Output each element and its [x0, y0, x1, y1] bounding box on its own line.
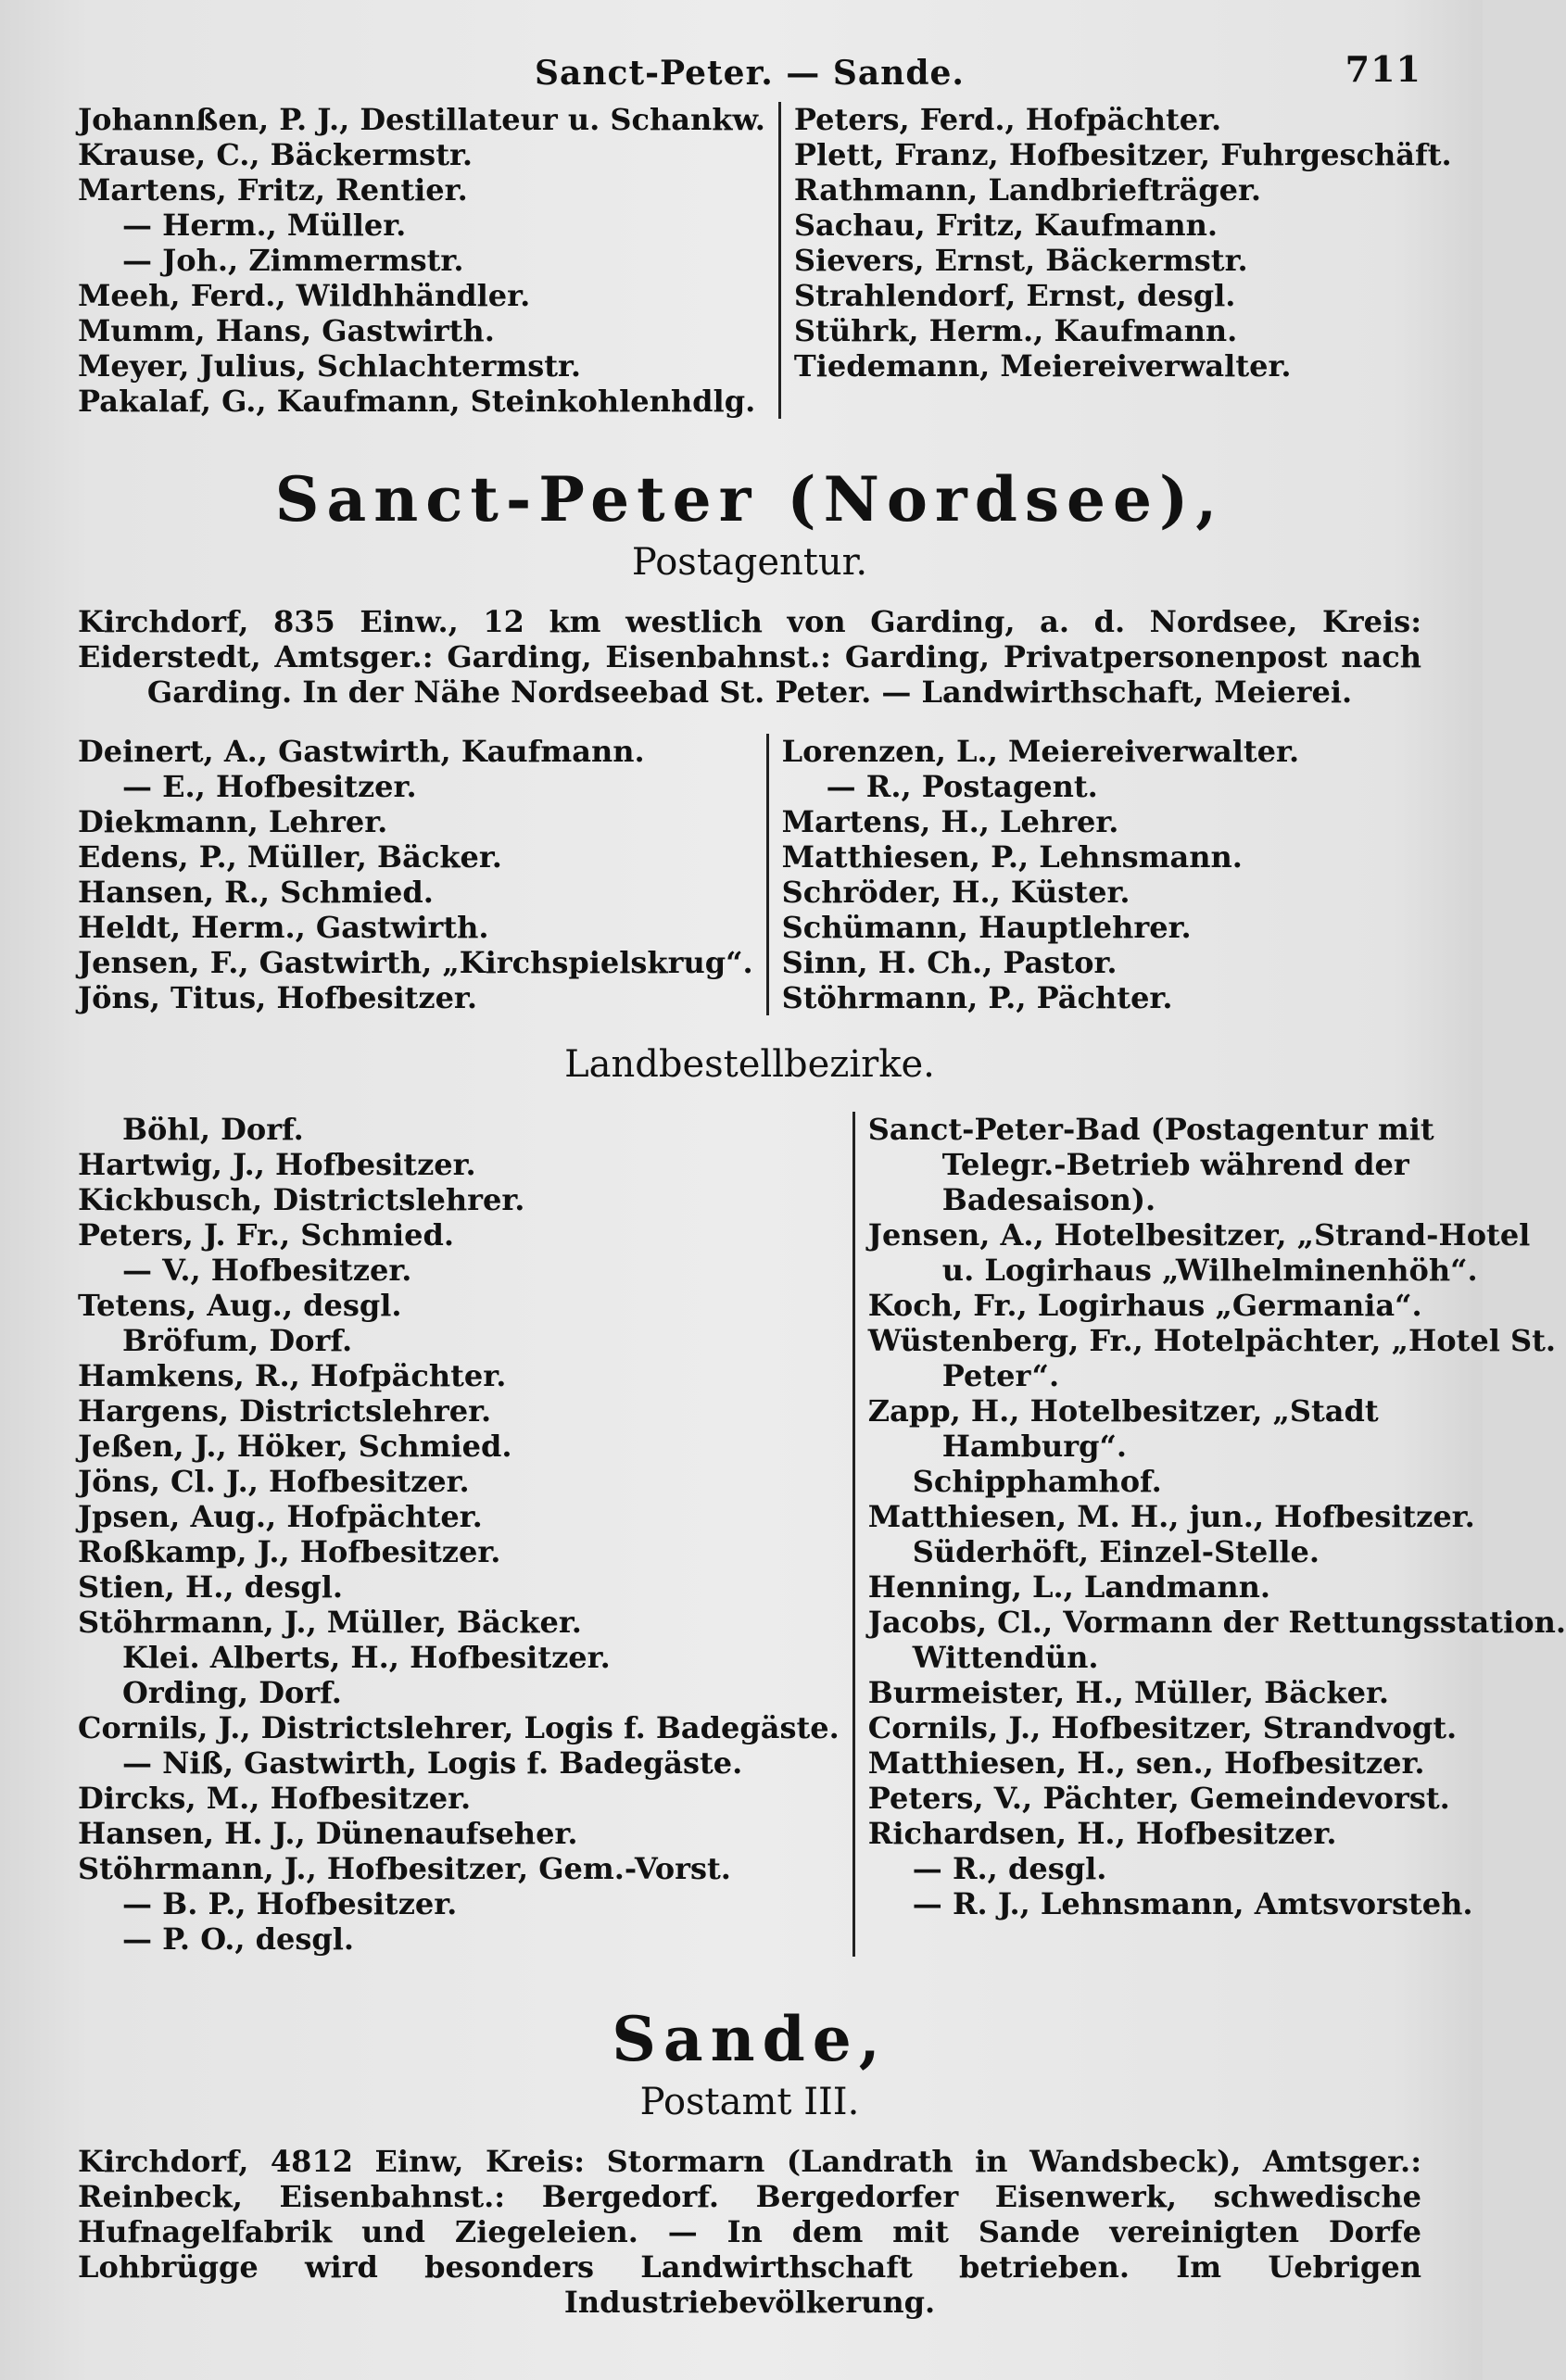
directory-entry: Jöns, Cl. J., Hofbesitzer. — [78, 1464, 470, 1499]
locality-heading: Bröfum, Dorf. — [122, 1323, 353, 1358]
directory-entry: Edens, P., Müller, Bäcker. — [78, 839, 502, 875]
locality-heading: Wittendün. — [912, 1640, 1099, 1675]
locality-heading: Süderhöft, Einzel-Stelle. — [912, 1534, 1320, 1569]
directory-entry: Zapp, H., Hotelbesitzer, „Stadt Hamburg“. — [867, 1393, 1379, 1464]
section-title-sande: Sande, — [612, 2003, 888, 2075]
directory-entry: Cornils, J., Districtslehrer, Logis f. Badegäste. — [78, 1710, 840, 1745]
directory-entry: — Herm., Müller. — [122, 208, 407, 243]
directory-entry: Schümann, Hauptlehrer. — [781, 910, 1192, 945]
directory-entry: Richardsen, H., Hofbesitzer. — [867, 1816, 1337, 1851]
directory-entry: Martens, H., Lehrer. — [781, 804, 1119, 839]
directory-entry: Sievers, Ernst, Bäckermstr. — [793, 243, 1248, 278]
locality-heading: Schipphamhof. — [912, 1464, 1162, 1499]
page-header — [78, 46, 1421, 102]
directory-entry: Wüstenberg, Fr., Hotelpächter, „Hotel St. Peter“. — [867, 1323, 1557, 1393]
directory-entry: — R. J., Lehnsmann, Amtsvorsteh. — [912, 1886, 1473, 1921]
sanct-peter-right-column — [766, 734, 1421, 1015]
locality-heading: Böhl, Dorf. — [122, 1112, 304, 1147]
directory-entry: Matthiesen, P., Lehnsmann. — [781, 839, 1243, 875]
top-directory — [78, 102, 1452, 419]
directory-entry: Jacobs, Cl., Vormann der Rettungsstation. — [867, 1605, 1566, 1640]
directory-entry: Jensen, F., Gastwirth, „Kirchspielskrug“. — [78, 945, 753, 980]
directory-entry: — P. O., desgl. — [122, 1921, 355, 1957]
directory-entry: Johannßen, P. J., Destillateur u. Schankw. — [78, 102, 765, 137]
directory-entry: — Niß, Gastwirth, Logis f. Badegäste. — [122, 1745, 743, 1781]
directory-entry: Krause, C., Bäckermstr. — [78, 137, 474, 172]
directory-entry: Tetens, Aug., desgl. — [78, 1288, 402, 1323]
sanct-peter-directory — [78, 734, 1421, 1015]
landbestell-directory — [78, 1112, 1566, 1957]
locality-heading: Klei. Alberts, H., Hofbesitzer. — [122, 1640, 611, 1675]
directory-entry: Deinert, A., Gastwirth, Kaufmann. — [78, 734, 645, 769]
description-sanct-peter: Kirchdorf, 835 Einw., 12 km westlich von Garding, a. d. Nordsee, Kreis: Eiderstedt, Amtsger.: Garding, Eisenbahnst.: Garding, Privatpersonenpost nach Garding. In der Nähe Nordseebad St. Peter. — Landwirthschaft, Meierei. — [78, 604, 1421, 710]
directory-entry: Cornils, J., Hofbesitzer, Strandvogt. — [867, 1710, 1458, 1745]
directory-entry: Hansen, H. J., Dünenaufseher. — [78, 1816, 578, 1851]
directory-entry: Stührk, Herm., Kaufmann. — [793, 313, 1238, 348]
directory-entry: Peters, V., Pächter, Gemeindevorst. — [867, 1781, 1450, 1816]
running-title: Sanct-Peter. — Sande. — [535, 54, 965, 93]
directory-entry: Kickbusch, Districtslehrer. — [78, 1182, 525, 1217]
directory-entry: Roßkamp, J., Hofbesitzer. — [78, 1534, 501, 1569]
locality-heading: Ording, Dorf. — [122, 1675, 342, 1710]
directory-entry: Sachau, Fritz, Kaufmann. — [793, 208, 1219, 243]
description-sande: Kirchdorf, 4812 Einw, Kreis: Stormarn (Landrath in Wandsbeck), Amtsger.: Reinbeck, Eisenbahnst.: Bergedorf. Bergedorfer Eisenwerk, schwedische Hufnagelfabrik und Ziegeleien. — In dem mit Sande vereinigten Dorfe Lohbrügge wird besonders Landwirthschaft betrieben. Im Uebrigen Industriebevölkerung. — [78, 2144, 1421, 2320]
directory-entry: Matthiesen, H., sen., Hofbesitzer. — [867, 1745, 1425, 1781]
directory-entry: — V., Hofbesitzer. — [122, 1253, 412, 1288]
directory-entry: Sanct-Peter-Bad (Postagentur mit Telegr.-Betrieb während der Badesaison). — [867, 1112, 1434, 1217]
directory-entry: Stöhrmann, P., Pächter. — [781, 980, 1173, 1015]
directory-entry: Stöhrmann, J., Hofbesitzer, Gem.-Vorst. — [78, 1851, 731, 1886]
directory-entry: Hartwig, J., Hofbesitzer. — [78, 1147, 476, 1182]
directory-entry: Jpsen, Aug., Hofpächter. — [78, 1499, 483, 1534]
directory-entry: Hansen, R., Schmied. — [78, 875, 434, 910]
directory-entry: Schröder, H., Küster. — [781, 875, 1130, 910]
directory-entry: Hargens, Districtslehrer. — [78, 1393, 492, 1429]
top-right-column — [778, 102, 1452, 419]
directory-entry: Matthiesen, M. H., jun., Hofbesitzer. — [867, 1499, 1475, 1534]
top-left-column — [78, 102, 778, 419]
sanct-peter-left-column — [78, 734, 766, 1015]
section-subtitle-sanct-peter: Postagentur. — [631, 541, 868, 584]
directory-entry: Henning, L., Landmann. — [867, 1569, 1271, 1605]
directory-entry: — Joh., Zimmermstr. — [122, 243, 464, 278]
directory-entry: — B. P., Hofbesitzer. — [122, 1886, 458, 1921]
directory-entry: Lorenzen, L., Meiereiverwalter. — [781, 734, 1300, 769]
directory-entry: Strahlendorf, Ernst, desgl. — [793, 278, 1236, 313]
section-subtitle-sande: Postamt III. — [639, 2081, 860, 2123]
directory-entry: Rathmann, Landbriefträger. — [793, 172, 1261, 208]
directory-entry: — R., Postagent. — [826, 769, 1098, 804]
directory-entry: — R., desgl. — [912, 1851, 1107, 1886]
directory-entry: Burmeister, H., Müller, Bäcker. — [867, 1675, 1389, 1710]
directory-entry: Dircks, M., Hofbesitzer. — [78, 1781, 472, 1816]
directory-entry: Peters, J. Fr., Schmied. — [78, 1217, 455, 1253]
landbestell-right-column — [852, 1112, 1566, 1957]
directory-entry: Jöns, Titus, Hofbesitzer. — [78, 980, 477, 1015]
directory-entry: Mumm, Hans, Gastwirth. — [78, 313, 495, 348]
directory-entry: Heldt, Herm., Gastwirth. — [78, 910, 489, 945]
section-title-sanct-peter: Sanct-Peter (Nordsee), — [274, 463, 1225, 535]
directory-entry: Hamkens, R., Hofpächter. — [78, 1358, 507, 1393]
directory-entry: Meeh, Ferd., Wildhhändler. — [78, 278, 531, 313]
directory-entry: Diekmann, Lehrer. — [78, 804, 388, 839]
directory-entry: Martens, Fritz, Rentier. — [78, 172, 468, 208]
directory-entry: Plett, Franz, Hofbesitzer, Fuhrgeschäft. — [793, 137, 1452, 172]
directory-entry: Koch, Fr., Logirhaus „Germania“. — [867, 1288, 1422, 1323]
directory-entry: — E., Hofbesitzer. — [122, 769, 417, 804]
directory-entry: Stöhrmann, J., Müller, Bäcker. — [78, 1605, 582, 1640]
directory-entry: Sinn, H. Ch., Pastor. — [781, 945, 1118, 980]
section-title-landbestell: Landbestellbezirke. — [564, 1043, 935, 1086]
directory-entry: Jensen, A., Hotelbesitzer, „Strand-Hotel u. Logirhaus „Wilhelminenhöh“. — [867, 1217, 1531, 1288]
directory-entry: Peters, Ferd., Hofpächter. — [793, 102, 1222, 137]
directory-entry: Jeßen, J., Höker, Schmied. — [78, 1429, 512, 1464]
directory-entry: Tiedemann, Meiereiverwalter. — [793, 348, 1292, 384]
directory-entry: Stien, H., desgl. — [78, 1569, 344, 1605]
landbestell-left-column — [78, 1112, 852, 1957]
directory-entry: Meyer, Julius, Schlachtermstr. — [78, 348, 582, 384]
directory-entry: Pakalaf, G., Kaufmann, Steinkohlenhdlg. — [78, 384, 756, 419]
page-number: 711 — [1345, 48, 1421, 90]
